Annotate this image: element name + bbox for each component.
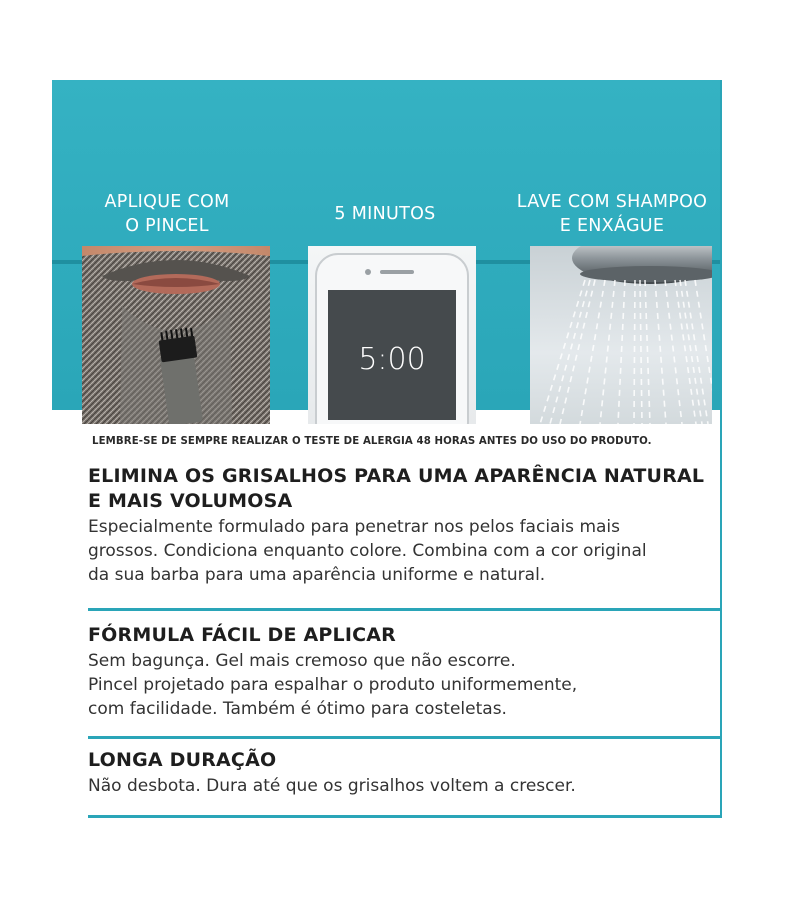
shower-photo	[530, 246, 712, 424]
section-divider	[88, 608, 722, 611]
phone-illustration	[308, 246, 476, 424]
step-3-label: LAVE COM SHAMPOO E ENXÁGUE	[516, 192, 708, 236]
product-info-card	[52, 80, 722, 818]
section-divider	[88, 815, 722, 818]
allergy-test-note: LEMBRE-SE DE SEMPRE REALIZAR O TESTE DE ALERGIA 48 HORAS ANTES DO USO DO PRODUTO.	[92, 436, 652, 447]
section-easy-application	[88, 623, 722, 721]
section-natural-look	[88, 464, 722, 587]
phone-timer-photo	[308, 246, 476, 424]
timer-display: 5:00	[358, 342, 426, 377]
section-title: LONGA DURAÇÃO	[88, 749, 277, 771]
beard-brush-photo	[82, 246, 270, 424]
section-long-lasting	[88, 748, 722, 798]
section-body: Sem bagunça. Gel mais cremoso que não escorre. Pincel projetado para espalhar o produto uniformemente, com facilidade. Também é ótimo para costeletas.	[88, 651, 578, 719]
section-body: Especialmente formulado para penetrar nos pelos faciais mais grossos. Condiciona enquanto colore. Combina com a cor original da sua barba para uma aparência uniforme e natural.	[88, 517, 647, 585]
section-title: ELIMINA OS GRISALHOS PARA UMA APARÊNCIA NATURAL E MAIS VOLUMOSA	[88, 465, 705, 512]
step-1-label: APLIQUE COM O PINCEL	[104, 192, 230, 236]
beard-illustration	[82, 246, 270, 424]
section-divider	[88, 736, 722, 739]
section-title: FÓRMULA FÁCIL DE APLICAR	[88, 624, 397, 646]
step-2-label: 5 MINUTOS	[334, 204, 436, 224]
section-body: Não desbota. Dura até que os grisalhos voltem a crescer.	[88, 776, 576, 796]
shower-illustration	[530, 246, 712, 424]
